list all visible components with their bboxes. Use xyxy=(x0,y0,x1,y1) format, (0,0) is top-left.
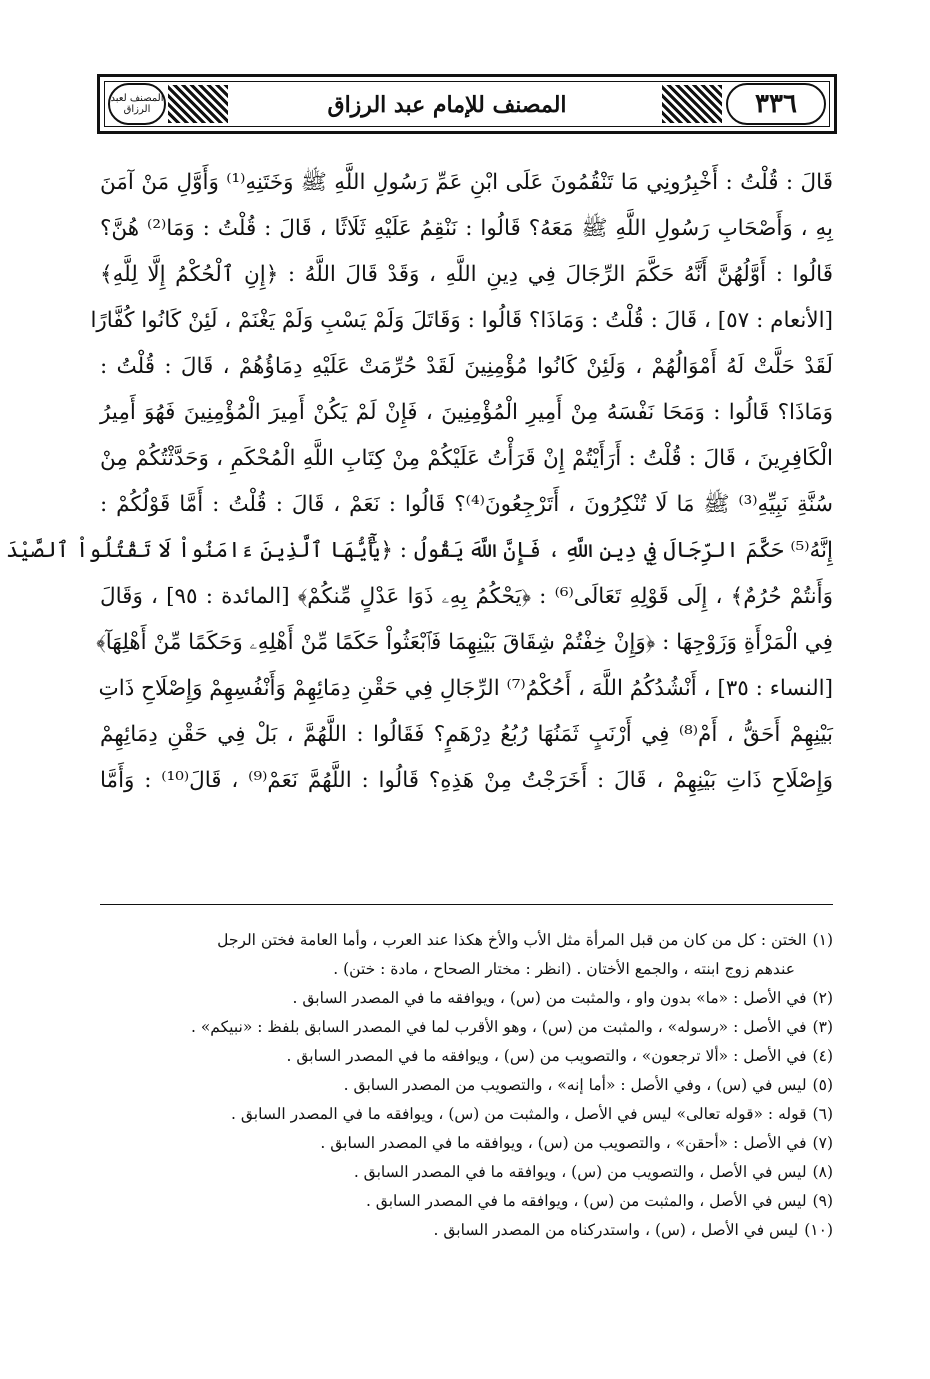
text-line: قَالُوا : أَوَّلُهُنَّ أَنَّهُ حَكَّمَ الرِّجَالَ فِي دِينِ اللَّهِ ، وَقَدْ قَالَ اللَّهُ : ﴿إِنِ ٱلْحُكْمُ إِلَّا لِلَّهِ﴾ xyxy=(100,262,833,287)
text-line: [النساء : ٣٥] ، أَنْشُدُكُمُ اللَّهَ ، أَحُكْمُ⁽⁷⁾ الرِّجَالِ فِي حَقْنِ دِمَائِهِمْ وَأَنْفُسِهِمْ وَإِصْلَاحِ ذَاتِ xyxy=(98,676,833,701)
footnote-continuation xyxy=(100,955,833,984)
footnote xyxy=(100,1013,833,1042)
text-line: بِهِ ، وَأَصْحَابِ رَسُولِ اللَّهِ ﷺ مَعَهُ؟ قَالُوا : نَنْقِمُ عَلَيْهِ ثَلَاثًا ، قَالَ : قُلْتُ : وَمَا⁽²⁾ هُنَّ؟ xyxy=(100,216,833,241)
footnote-number: (٨) xyxy=(812,1163,833,1181)
text-line: وَمَاذَا؟ قَالُوا : وَمَحَا نَفْسَهُ مِنْ أَمِيرِ الْمُؤْمِنِينَ ، فَإِنْ لَمْ يَكُنْ أَمِيرَ الْمُؤْمِنِينَ فَهُوَ أَمِيرُ xyxy=(100,400,833,425)
footnote-number: (١٠) xyxy=(804,1221,833,1239)
footnote-divider xyxy=(100,904,833,905)
footnote-text: قوله : «قوله تعالى» ليس في الأصل ، والمثبت من (س) ، ويوافقه ما في المصدر السابق . xyxy=(231,1105,807,1123)
footnote-text: عندهم زوج ابنته ، والجمع الأختان . (انظر : مختار الصحاح ، مادة : ختن) . xyxy=(333,960,795,978)
text-line: وَإِصْلَاحِ ذَاتِ بَيْنِهِمْ ، قَالَ : أَخَرَجْتُ مِنْ هَذِهِ؟ قَالُوا : اللَّهُمَّ نَعَمْ⁽⁹⁾ ، قَالَ⁽¹⁰⁾ : وَأَمَّا xyxy=(100,768,833,793)
footnote-text: في الأصل : «أحقن» ، والتصويب من (س) ، ويوافقه ما في المصدر السابق . xyxy=(320,1134,807,1152)
footnote-text: في الأصل : «ما» بدون واو ، والمثبت من (س) ، ويوافقه ما في المصدر السابق . xyxy=(292,989,807,1007)
footnote xyxy=(100,1187,833,1216)
text-line: إِنَّهُ⁽⁵⁾ حَكَّمَ الرِّجَالَ فِي دِينِ اللَّهِ ، فَإِنَّ اللَّهَ يَقُولُ : ﴿يَٰٓأَيُّهَا ٱلَّذِينَ ءَامَنُواْ لَا تَقْتُلُواْ ٱلصَّيْدَ xyxy=(6,538,833,563)
footnote xyxy=(100,1216,833,1245)
ornament-pattern-left xyxy=(168,85,228,123)
footnote-number: (٢) xyxy=(812,989,833,1007)
running-title: المصنف للإمام عبد الرزاق xyxy=(240,87,654,123)
text-line: لَقَدْ حَلَّتْ لَهُ أَمْوَالُهُمْ ، وَلَئِنْ كَانُوا مُؤْمِنِينَ لَقَدْ حُرِّمَتْ عَلَيْهِ دِمَاؤُهُمْ ، قَالَ : قُلْتُ : xyxy=(100,354,833,379)
footnote xyxy=(100,1158,833,1187)
footnote-number: (٣) xyxy=(812,1018,833,1036)
text-line: الْكَافِرِينَ ، قَالَ : قُلْتُ : أَرَأَيْتُمْ إِنْ قَرَأْتُ عَلَيْكُمْ مِنْ كِتَابِ اللَّهِ الْمُحْكَمِ ، وَحَدَّثْتُكُمْ مِنْ xyxy=(100,446,833,471)
text-line: وَأَنتُمْ حُرُمٌ﴾ ، إِلَى قَوْلِهِ تَعَالَى⁽⁶⁾ : ﴿يَحْكُمُ بِهِۦ ذَوَا عَدْلٍ مِّنكُمْ﴾ [المائدة : ٩٥] ، وَقَالَ xyxy=(100,584,834,609)
footnote xyxy=(100,984,833,1013)
footnotes xyxy=(100,926,833,1245)
footnote xyxy=(100,1129,833,1158)
footnote xyxy=(100,1042,833,1071)
footnote-number: (٩) xyxy=(812,1192,833,1210)
footnote-text: ليس في الأصل ، (س) ، واستدركناه من المصدر السابق . xyxy=(433,1221,799,1239)
text-line: سُنَّةِ نَبِيِّهِ⁽³⁾ ﷺ مَا لَا تُنْكِرُونَ ، أَتَرْجِعُونَ⁽⁴⁾؟ قَالُوا : نَعَمْ ، قَالَ : قُلْتُ : أَمَّا قَوْلُكُمْ : xyxy=(100,492,833,517)
text-line: بَيْنِهِمْ أَحَقُّ ، أَمْ⁽⁸⁾ فِي أَرْنَبٍ ثَمَنُهَا رُبُعُ دِرْهَمٍ؟ فَقَالُوا : اللَّهُمَّ ، بَلْ فِي حَقْنِ دِمَائِهِمْ xyxy=(100,722,833,747)
footnote-text: ليس في الأصل ، والمثبت من (س) ، ويوافقه ما في المصدر السابق . xyxy=(365,1192,807,1210)
footnote-number: (١) xyxy=(812,931,833,949)
footnote-number: (٦) xyxy=(812,1105,833,1123)
footnote-number: (٥) xyxy=(812,1076,833,1094)
footnote-text: في الأصل : «ألا ترجعون» ، والتصويب من (س) ، ويوافقه ما في المصدر السابق . xyxy=(286,1047,807,1065)
footnote xyxy=(100,926,833,955)
ornament-pattern-right xyxy=(662,85,722,123)
footnote-number: (٧) xyxy=(812,1134,833,1152)
text-line: فِي الْمَرْأَةِ وَزَوْجِهَا : ﴿وَإِنْ خِفْتُمْ شِقَاقَ بَيْنِهِمَا فَٱبْعَثُواْ حَكَمًا مِّنْ أَهْلِهِۦ وَحَكَمًا مِّنْ أَهْلِهَآ﴾ xyxy=(96,630,833,655)
footnote-text: ليس في (س) ، وفي الأصل : «أما إنه» ، والتصويب من المصدر السابق . xyxy=(343,1076,807,1094)
footnote-text: في الأصل : «رسوله» ، والمثبت من (س) ، وهو الأقرب لما في المصدر السابق بلفظ : «نبيكم» . xyxy=(190,1018,807,1036)
page-header xyxy=(97,74,837,134)
book-emblem: المصنف لعبد الرزاق xyxy=(108,83,166,125)
text-line: [الأنعام : ٥٧] ، قَالَ : قُلْتُ : وَمَاذَا؟ قَالُوا : وَقَاتَلَ وَلَمْ يَسْبِ وَلَمْ يَغْنَمْ ، لَئِنْ كَانُوا كُفَّارًا xyxy=(90,308,833,333)
main-text xyxy=(6,160,834,804)
footnote xyxy=(100,1100,833,1129)
footnote-number: (٤) xyxy=(812,1047,833,1065)
footnote-text: ليس في الأصل ، والتصويب من (س) ، ويوافقه ما في المصدر السابق . xyxy=(353,1163,807,1181)
page-number: ٣٣٦ xyxy=(726,83,826,125)
text-line: قَالَ : قُلْتُ : أَخْبِرُونِي مَا تَنْقُمُونَ عَلَى ابْنِ عَمِّ رَسُولِ اللَّهِ ﷺ وَخَتَنِهِ⁽¹⁾ وَأَوَّلِ مَنْ آمَنَ xyxy=(100,170,833,195)
footnote xyxy=(100,1071,833,1100)
footnote-text: الختن : كل من كان من قبل المرأة مثل الأب والأخ هكذا عند العرب ، وأما العامة فختن الرجل xyxy=(217,931,807,949)
